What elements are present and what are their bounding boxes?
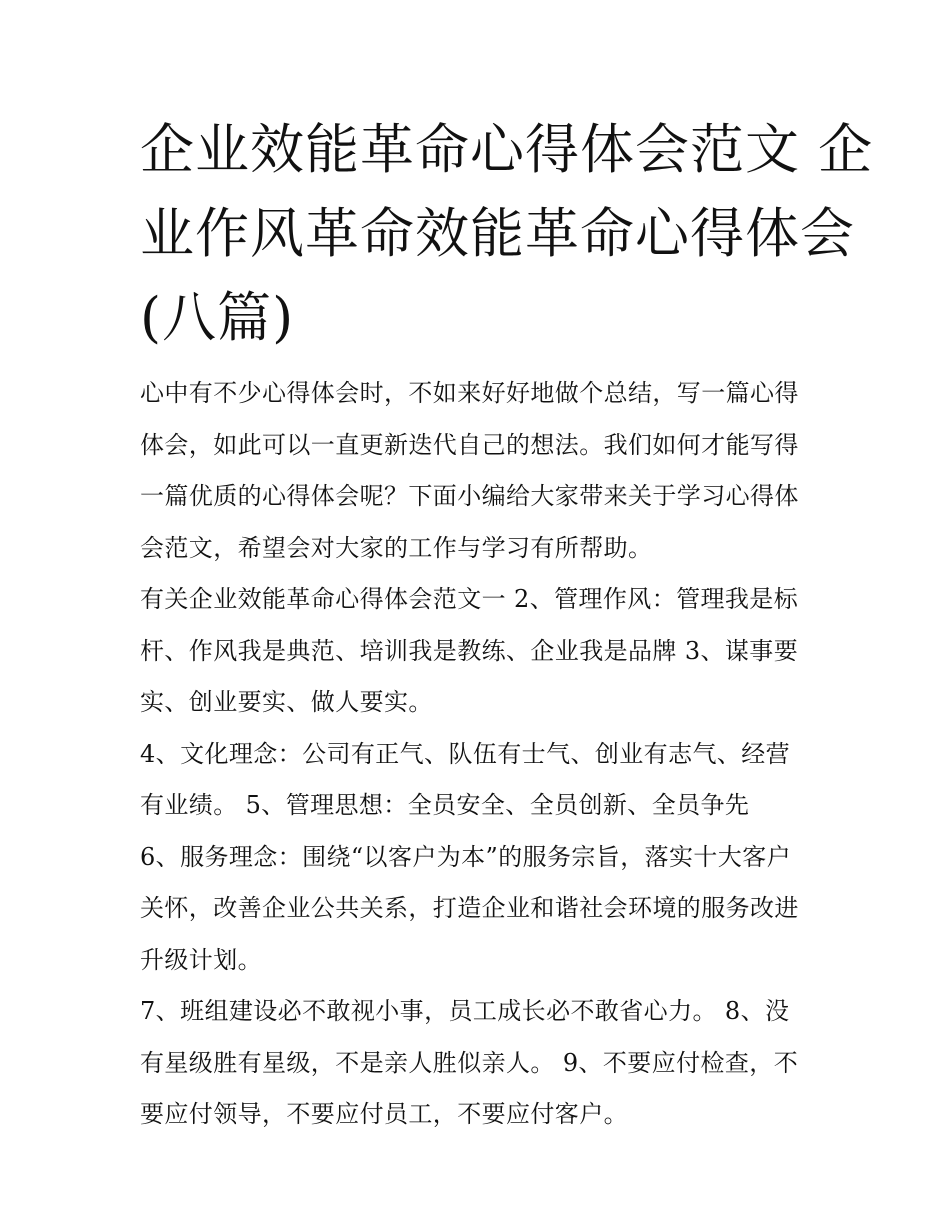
text-line: 关怀，改善企业公共关系，打造企业和谐社会环境的服务改进 bbox=[140, 894, 799, 922]
text-line: 升级计划。 bbox=[140, 945, 262, 974]
text-line: 有星级胜有星级，不是亲人胜似亲人。 9、不要应付检查，不 bbox=[140, 1048, 799, 1077]
body-paragraph bbox=[140, 832, 820, 987]
text-line: 一篇优质的心得体会呢？下面小编给大家带来关于学习心得体 bbox=[140, 482, 799, 510]
text-line: 实、创业要实、做人要实。 bbox=[140, 688, 433, 716]
title-line: 业作风革命效能革命心得体会 bbox=[140, 202, 855, 265]
text-line: 4、文化理念：公司有正气、队伍有士气、创业有志气、经营 bbox=[140, 739, 791, 768]
text-line: 7、班组建设必不敢视小事，员工成长必不敢省心力。 8、没 bbox=[140, 997, 790, 1025]
title-line: 企业效能革命心得体会范文 企 bbox=[140, 118, 874, 181]
text-line: 6、服务理念：围绕“以客户为本”的服务宗旨，落实十大客户 bbox=[140, 842, 792, 871]
text-line: 会范文，希望会对大家的工作与学习有所帮助。 bbox=[140, 533, 653, 562]
body-paragraph bbox=[140, 986, 820, 1141]
body-paragraph bbox=[140, 574, 820, 729]
title-line: (八篇) bbox=[140, 286, 295, 349]
text-line: 体会，如此可以一直更新迭代自己的想法。我们如何才能写得 bbox=[140, 430, 799, 459]
text-line: 有关企业效能革命心得体会范文一 2、管理作风：管理我是标 bbox=[140, 585, 799, 613]
text-line: 心中有不少心得体会时，不如来好好地做个总结，写一篇心得 bbox=[140, 379, 799, 407]
text-line: 要应付领导，不要应付员工，不要应付客户。 bbox=[140, 1100, 628, 1128]
body-paragraph bbox=[140, 729, 820, 832]
intro-paragraph bbox=[140, 368, 820, 574]
text-line: 有业绩。 5、管理思想：全员安全、全员创新、全员争先 bbox=[140, 791, 750, 819]
document-title bbox=[140, 108, 874, 360]
text-line: 杆、作风我是典范、培训我是教练、企业我是品牌 3、谋事要 bbox=[140, 636, 799, 665]
document-page bbox=[140, 108, 874, 1141]
